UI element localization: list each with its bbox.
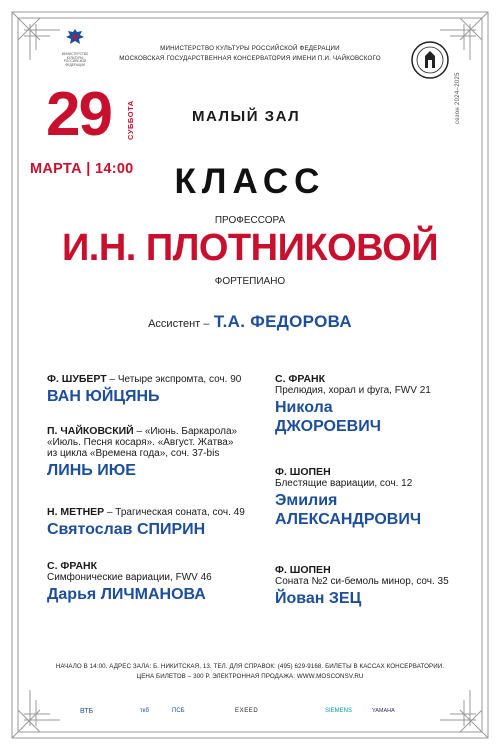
program-item xyxy=(47,506,245,539)
event-day: 29 xyxy=(46,80,111,149)
program-item xyxy=(275,564,449,608)
performer-first-name: Никола xyxy=(275,399,333,416)
performer-name: ЛИНЬ ИЮЕ xyxy=(47,462,136,479)
composer-name: Н. МЕТНЕР xyxy=(47,506,105,518)
eagle-emblem-icon xyxy=(64,28,86,48)
composer-name: С. ФРАНК xyxy=(47,560,98,572)
sponsor-logo: ВТБ xyxy=(80,708,94,715)
assistant-line xyxy=(0,312,500,332)
sponsor-logo: ПСБ xyxy=(172,708,185,714)
season-label: сезон 2024–2025 xyxy=(455,72,461,124)
program-item xyxy=(275,466,421,529)
performer-last-name: АЛЕКСАНДРОВИЧ xyxy=(275,511,422,528)
header-organizers xyxy=(110,44,390,64)
hall-name: МАЛЫЙ ЗАЛ xyxy=(192,108,301,125)
composer-name: С. ФРАНК xyxy=(275,373,326,385)
composer-name: Ф. ШУБЕРТ xyxy=(47,373,107,385)
performer-name: Йован ЗЕЦ xyxy=(275,590,362,607)
work-title-line: Соната №2 си-бемоль минор, соч. 35 xyxy=(275,576,449,587)
work-title-line: «Июль. Песня косаря». «Август. Жатва» xyxy=(47,437,234,448)
performer-name: Святослав СПИРИН xyxy=(47,521,206,538)
event-weekday: СУББОТА xyxy=(126,100,135,140)
work-title: – Трагическая соната, соч. 49 xyxy=(104,507,245,518)
professor-word: ПРОФЕССОРА xyxy=(214,215,286,226)
sponsor-logo: SIEMENS xyxy=(325,708,353,714)
professor-name: И.Н. ПЛОТНИКОВОЙ xyxy=(61,227,439,269)
program-item xyxy=(47,560,212,604)
header-ministry-line: МИНИСТЕРСТВО КУЛЬТУРЫ РОССИЙСКОЙ ФЕДЕРАЦИИ xyxy=(160,45,340,52)
work-title: – «Июнь. Баркарола» xyxy=(133,426,238,437)
sponsor-logo: ткб xyxy=(140,708,149,714)
instrument: ФОРТЕПИАНО xyxy=(214,276,286,287)
performer-name: ВАН ЮЙЦЯНЬ xyxy=(47,388,160,405)
class-title: КЛАСС xyxy=(174,162,326,201)
work-title-line: Прелюдия, хорал и фуга, FWV 21 xyxy=(275,385,431,396)
program-item xyxy=(47,373,241,406)
sponsor-logo: EXEED xyxy=(235,708,259,714)
assistant-label: Ассистент – xyxy=(148,318,210,330)
performer-name: Дарья ЛИЧМАНОВА xyxy=(47,586,206,603)
sponsor-strip xyxy=(60,708,440,724)
conservatory-seal-icon xyxy=(410,40,450,80)
footer-price-line: ЦЕНА БИЛЕТОВ – 300 Р. ЭЛЕКТРОННАЯ ПРОДАЖА: WWW.MOSCONSV.RU xyxy=(136,673,364,680)
footer-address-line: НАЧАЛО В 14:00. АДРЕС ЗАЛА: Б. НИКИТСКАЯ, 13. ТЕЛ. ДЛЯ СПРАВОК: (495) 629-9168. БИЛЕТЫ В КАССАХ КОНСЕРВАТОРИИ. xyxy=(55,663,445,670)
work-title-line: из цикла «Времена года», соч. 37-bis xyxy=(47,448,220,459)
footer-info xyxy=(0,662,500,682)
sponsor-logo: YAMAHA xyxy=(372,708,395,714)
ministry-logo xyxy=(58,28,92,67)
program-item xyxy=(275,373,431,436)
header-conservatory-line: МОСКОВСКАЯ ГОСУДАРСТВЕННАЯ КОНСЕРВАТОРИЯ ИМЕНИ П.И. ЧАЙКОВСКОГО xyxy=(119,55,381,62)
assistant-name: Т.А. ФЕДОРОВА xyxy=(213,312,352,331)
composer-name: Ф. ШОПЕН xyxy=(275,564,331,576)
work-title-line: Блестящие вариации, соч. 12 xyxy=(275,478,413,489)
performer-last-name: ДЖОРОЕВИЧ xyxy=(275,418,381,435)
composer-name: П. ЧАЙКОВСКИЙ xyxy=(47,425,134,437)
work-title: – Четыре экспромта, соч. 90 xyxy=(106,374,242,385)
performer-first-name: Эмилия xyxy=(275,492,338,509)
ministry-logo-text: МИНИСТЕРСТВО КУЛЬТУРЫ РОССИЙСКОЙ ФЕДЕРАЦИИ xyxy=(61,52,89,67)
event-date-time: МАРТА | 14:00 xyxy=(30,161,134,177)
composer-name: Ф. ШОПЕН xyxy=(275,466,331,478)
work-title-line: Симфонические вариации, FWV 46 xyxy=(47,572,212,583)
program-item xyxy=(47,425,237,480)
